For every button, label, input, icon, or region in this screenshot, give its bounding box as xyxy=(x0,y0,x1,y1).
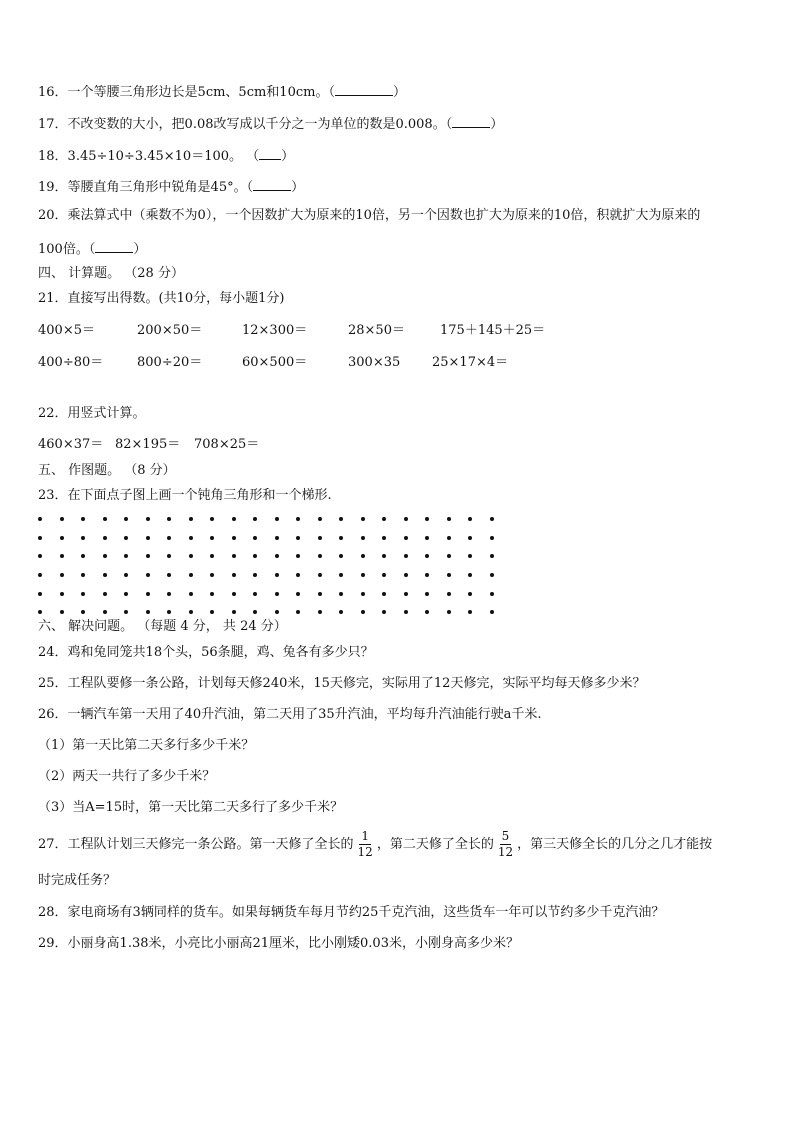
question-19: 19．等腰直角三角形中锐角是45°。（ ） xyxy=(38,177,304,197)
question-26-2: （2）两天一共行了多少千米？ xyxy=(38,769,216,784)
question-23: 23．在下面点子图上画一个钝角三角形和一个梯形. xyxy=(38,488,332,503)
grid-dot[interactable] xyxy=(318,573,322,577)
grid-dot[interactable] xyxy=(318,536,322,540)
grid-dot[interactable] xyxy=(404,517,408,521)
grid-dot[interactable] xyxy=(361,554,365,558)
grid-dot[interactable] xyxy=(447,554,451,558)
dot-grid[interactable] xyxy=(38,510,511,622)
question-25: 25．工程队要修一条公路，计划每天修240米，15天修完，实际用了12天修完，实际平均每天修多少米？ xyxy=(38,676,646,691)
grid-dot[interactable] xyxy=(382,517,386,521)
question-26-3: （3）当A=15时，第一天比第二天多行了多少千米？ xyxy=(38,800,344,815)
grid-dot[interactable] xyxy=(38,554,42,558)
question-16: 16．一个等腰三角形边长是5cm、5cm和10cm。（ ） xyxy=(38,82,406,102)
grid-dot[interactable] xyxy=(81,554,85,558)
grid-dot[interactable] xyxy=(339,536,343,540)
grid-dot[interactable] xyxy=(124,592,128,596)
grid-dot[interactable] xyxy=(232,592,236,596)
grid-dot[interactable] xyxy=(189,573,193,577)
grid-dot[interactable] xyxy=(253,536,257,540)
grid-dot[interactable] xyxy=(275,610,279,614)
grid-dot[interactable] xyxy=(361,536,365,540)
grid-dot[interactable] xyxy=(275,592,279,596)
grid-dot[interactable] xyxy=(382,573,386,577)
grid-dot[interactable] xyxy=(232,610,236,614)
grid-dot[interactable] xyxy=(404,536,408,540)
grid-dot[interactable] xyxy=(189,554,193,558)
grid-dot[interactable] xyxy=(490,610,494,614)
grid-dot[interactable] xyxy=(81,517,85,521)
calc-item: 60×500＝ xyxy=(242,355,308,370)
question-18: 18．3.45÷10÷3.45×10＝100。 （ ） xyxy=(38,146,294,166)
fraction-five-twelfths: $\frac{5}{12}$ xyxy=(497,829,514,859)
grid-dot[interactable] xyxy=(146,554,150,558)
calc-item: 708×25＝ xyxy=(194,437,260,452)
grid-dot[interactable] xyxy=(81,592,85,596)
grid-dot[interactable] xyxy=(275,573,279,577)
grid-dot[interactable] xyxy=(60,517,64,521)
grid-dot[interactable] xyxy=(146,517,150,521)
grid-dot[interactable] xyxy=(38,536,42,540)
question-28: 28．家电商场有3辆同样的货车。如果每辆货车每月节约25千克汽油，这些货车一年可以节约多少千克汽油？ xyxy=(38,905,665,920)
calc-item: 200×50＝ xyxy=(137,323,203,338)
calc-item: 175＋145＋25＝ xyxy=(440,323,546,338)
grid-dot[interactable] xyxy=(167,610,171,614)
question-26-1: （1）第一天比第二天多行多少千米？ xyxy=(38,738,255,753)
grid-dot[interactable] xyxy=(167,592,171,596)
grid-dot[interactable] xyxy=(210,573,214,577)
dot-row xyxy=(38,584,511,603)
calc-item: 800÷20＝ xyxy=(137,355,203,370)
grid-dot[interactable] xyxy=(339,610,343,614)
grid-dot[interactable] xyxy=(146,536,150,540)
grid-dot[interactable] xyxy=(425,536,429,540)
grid-dot[interactable] xyxy=(210,554,214,558)
section-4-heading: 四、 计算题。 （28 分） xyxy=(38,266,184,281)
grid-dot[interactable] xyxy=(318,517,322,521)
grid-dot[interactable] xyxy=(490,554,494,558)
grid-dot[interactable] xyxy=(447,573,451,577)
grid-dot[interactable] xyxy=(60,592,64,596)
grid-dot[interactable] xyxy=(296,573,300,577)
grid-dot[interactable] xyxy=(60,554,64,558)
section-5-heading: 五、 作图题。 （8 分） xyxy=(38,463,176,478)
question-20-line2: 100倍。（ ） xyxy=(38,239,146,259)
calc-item: 400×5＝ xyxy=(38,323,95,338)
grid-dot[interactable] xyxy=(103,536,107,540)
grid-dot[interactable] xyxy=(296,536,300,540)
grid-dot[interactable] xyxy=(210,610,214,614)
dot-row xyxy=(38,529,511,548)
grid-dot[interactable] xyxy=(81,610,85,614)
grid-dot[interactable] xyxy=(490,517,494,521)
grid-dot[interactable] xyxy=(124,517,128,521)
dot-row xyxy=(38,510,511,529)
grid-dot[interactable] xyxy=(404,610,408,614)
calc-item: 300×35 xyxy=(348,355,401,370)
grid-dot[interactable] xyxy=(361,573,365,577)
grid-dot[interactable] xyxy=(404,573,408,577)
grid-dot[interactable] xyxy=(382,610,386,614)
question-21: 21．直接写出得数。(共10分，每小题1分) xyxy=(38,291,285,306)
question-27-line1: 27．工程队计划三天修完一条公路。第一天修了全长的 $\frac{1}{12}$ ，第二天修了全长的 $\frac{5}{12}$ ，第三天修全长的几分之几才能按 xyxy=(38,829,713,859)
grid-dot[interactable] xyxy=(103,573,107,577)
grid-dot[interactable] xyxy=(167,573,171,577)
grid-dot[interactable] xyxy=(425,554,429,558)
grid-dot[interactable] xyxy=(124,573,128,577)
grid-dot[interactable] xyxy=(124,554,128,558)
grid-dot[interactable] xyxy=(425,517,429,521)
grid-dot[interactable] xyxy=(296,517,300,521)
grid-dot[interactable] xyxy=(189,610,193,614)
grid-dot[interactable] xyxy=(38,573,42,577)
grid-dot[interactable] xyxy=(232,573,236,577)
grid-dot[interactable] xyxy=(361,517,365,521)
grid-dot[interactable] xyxy=(103,517,107,521)
grid-dot[interactable] xyxy=(81,573,85,577)
grid-dot[interactable] xyxy=(124,610,128,614)
calc-item: 28×50＝ xyxy=(348,323,405,338)
grid-dot[interactable] xyxy=(339,592,343,596)
grid-dot[interactable] xyxy=(361,592,365,596)
question-20-line1: 20．乘法算式中（乘数不为0），一个因数扩大为原来的10倍，另一个因数也扩大为原来的10倍，积就扩大为原来的 xyxy=(38,208,701,223)
section-6-heading: 六、 解决问题。 （每题 4 分， 共 24 分） xyxy=(38,619,287,634)
answer-blank[interactable] xyxy=(452,114,490,128)
grid-dot[interactable] xyxy=(425,573,429,577)
grid-dot[interactable] xyxy=(339,573,343,577)
dot-row xyxy=(38,566,511,585)
grid-dot[interactable] xyxy=(296,592,300,596)
grid-dot[interactable] xyxy=(167,517,171,521)
grid-dot[interactable] xyxy=(490,536,494,540)
question-24: 24．鸡和兔同笼共18个头，56条腿，鸡、兔各有多少只？ xyxy=(38,645,374,660)
grid-dot[interactable] xyxy=(447,536,451,540)
answer-blank[interactable] xyxy=(259,146,281,160)
grid-dot[interactable] xyxy=(146,610,150,614)
grid-dot[interactable] xyxy=(468,536,472,540)
calc-item: 25×17×4＝ xyxy=(432,355,509,370)
calc-item: 82×195＝ xyxy=(115,437,181,452)
grid-dot[interactable] xyxy=(425,592,429,596)
dot-row xyxy=(38,547,511,566)
question-29: 29．小丽身高1.38米，小亮比小丽高21厘米，比小刚矮0.03米，小刚身高多少米？ xyxy=(38,936,519,951)
grid-dot[interactable] xyxy=(361,610,365,614)
grid-dot[interactable] xyxy=(232,536,236,540)
question-27-line2: 时完成任务？ xyxy=(38,873,117,888)
grid-dot[interactable] xyxy=(296,610,300,614)
grid-dot[interactable] xyxy=(468,592,472,596)
grid-dot[interactable] xyxy=(81,536,85,540)
grid-dot[interactable] xyxy=(167,554,171,558)
grid-dot[interactable] xyxy=(60,536,64,540)
question-26: 26．一辆汽车第一天用了40升汽油，第二天用了35升汽油，平均每升汽油能行驶a千米. xyxy=(38,707,542,722)
grid-dot[interactable] xyxy=(103,592,107,596)
grid-dot[interactable] xyxy=(232,517,236,521)
calc-item: 12×300＝ xyxy=(242,323,308,338)
grid-dot[interactable] xyxy=(318,554,322,558)
grid-dot[interactable] xyxy=(253,573,257,577)
fraction-one-twelfth: $\frac{1}{12}$ xyxy=(357,829,373,859)
grid-dot[interactable] xyxy=(38,610,42,614)
grid-dot[interactable] xyxy=(189,592,193,596)
question-17: 17．不改变数的大小，把0.08改写成以千分之一为单位的数是0.008。（ ） xyxy=(38,114,503,134)
grid-dot[interactable] xyxy=(490,573,494,577)
grid-dot[interactable] xyxy=(189,517,193,521)
grid-dot[interactable] xyxy=(296,554,300,558)
grid-dot[interactable] xyxy=(275,536,279,540)
grid-dot[interactable] xyxy=(382,554,386,558)
grid-dot[interactable] xyxy=(318,592,322,596)
question-22: 22．用竖式计算。 xyxy=(38,406,146,421)
grid-dot[interactable] xyxy=(38,517,42,521)
grid-dot[interactable] xyxy=(253,610,257,614)
grid-dot[interactable] xyxy=(275,517,279,521)
grid-dot[interactable] xyxy=(275,554,279,558)
grid-dot[interactable] xyxy=(146,573,150,577)
grid-dot[interactable] xyxy=(425,610,429,614)
grid-dot[interactable] xyxy=(447,517,451,521)
grid-dot[interactable] xyxy=(318,610,322,614)
grid-dot[interactable] xyxy=(382,592,386,596)
grid-dot[interactable] xyxy=(468,573,472,577)
grid-dot[interactable] xyxy=(189,536,193,540)
grid-dot[interactable] xyxy=(468,517,472,521)
grid-dot[interactable] xyxy=(103,554,107,558)
grid-dot[interactable] xyxy=(339,517,343,521)
grid-dot[interactable] xyxy=(167,536,171,540)
grid-dot[interactable] xyxy=(253,517,257,521)
grid-dot[interactable] xyxy=(404,592,408,596)
grid-dot[interactable] xyxy=(447,610,451,614)
grid-dot[interactable] xyxy=(339,554,343,558)
grid-dot[interactable] xyxy=(468,610,472,614)
grid-dot[interactable] xyxy=(210,536,214,540)
grid-dot[interactable] xyxy=(146,592,150,596)
grid-dot[interactable] xyxy=(60,610,64,614)
grid-dot[interactable] xyxy=(468,554,472,558)
grid-dot[interactable] xyxy=(38,592,42,596)
answer-blank[interactable] xyxy=(335,82,393,96)
grid-dot[interactable] xyxy=(60,573,64,577)
calc-item: 460×37＝ xyxy=(38,437,104,452)
answer-blank[interactable] xyxy=(253,177,291,191)
grid-dot[interactable] xyxy=(124,536,128,540)
grid-dot[interactable] xyxy=(253,592,257,596)
grid-dot[interactable] xyxy=(253,554,257,558)
answer-blank[interactable] xyxy=(95,239,133,253)
grid-dot[interactable] xyxy=(382,536,386,540)
grid-dot[interactable] xyxy=(404,554,408,558)
grid-dot[interactable] xyxy=(103,610,107,614)
grid-dot[interactable] xyxy=(210,592,214,596)
grid-dot[interactable] xyxy=(210,517,214,521)
grid-dot[interactable] xyxy=(447,592,451,596)
calc-item: 400÷80＝ xyxy=(38,355,104,370)
grid-dot[interactable] xyxy=(232,554,236,558)
grid-dot[interactable] xyxy=(490,592,494,596)
